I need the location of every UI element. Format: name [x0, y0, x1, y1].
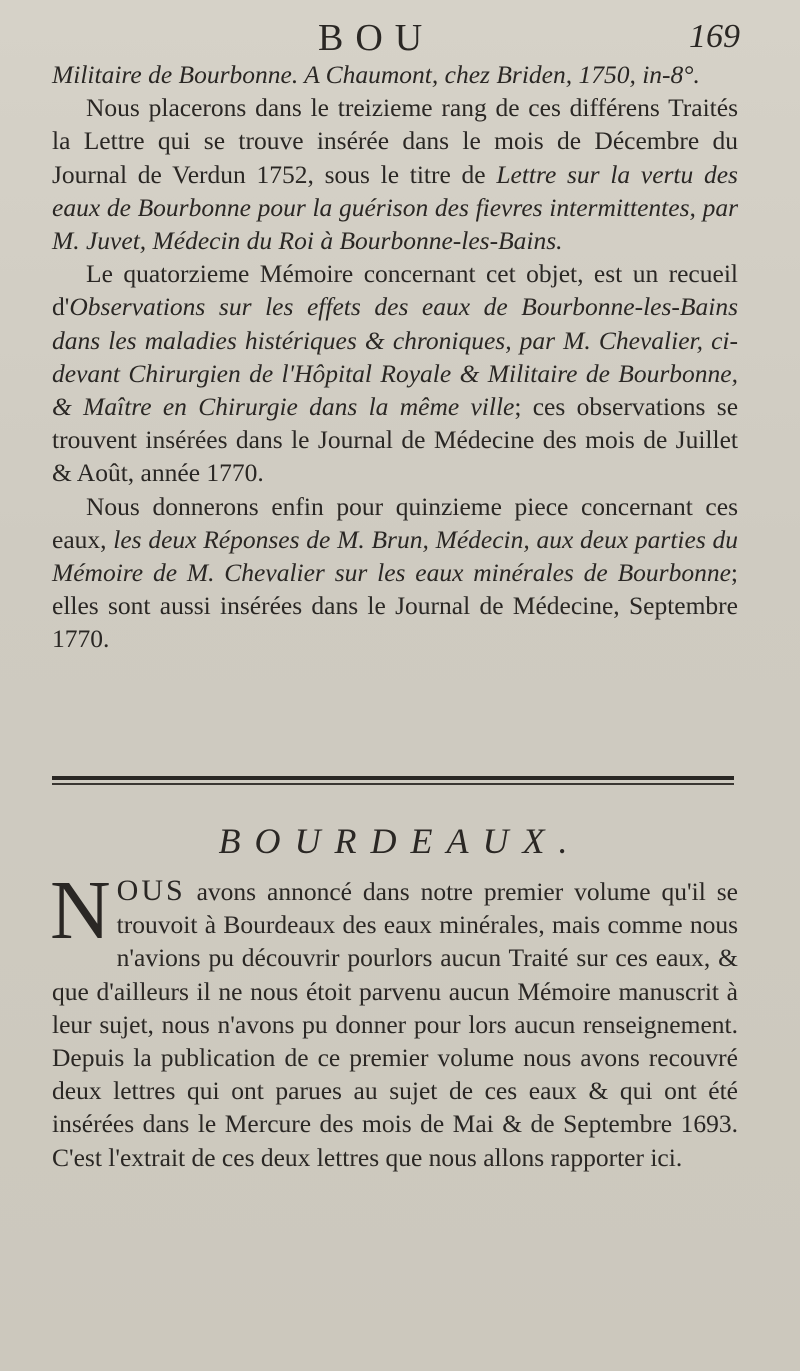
paragraph-3-roman: Le quatorzieme Mémoire concernant cet objet, est un recueil d' [52, 259, 738, 322]
paragraph-1-text: Militaire de Bourbonne. A Chaumont, chez Briden, 1750, in-8°. [52, 60, 700, 89]
paragraph-3-roman-end: ; ces observations se trouvent insérées dans le Journal de Médecine des mois de Juillet & Août, année 1770. [52, 392, 739, 488]
section-title: BOURDEAUX. [218, 821, 582, 861]
paragraph-2-italic: Lettre sur la vertu des eaux de Bourbonne pour la guérison des fievres intermittentes, par M. Juvet, Médecin du Roi à Bourbonne-les-Bains. [52, 159, 738, 256]
paragraph-quatorzieme [52, 257, 738, 489]
section-two-text [50, 864, 738, 1174]
paragraph-bourdeaux-body: avons annoncé dans notre premier volume qu'il se trouvoit à Bourdeaux des eaux minérales, mais comme nous n'avions pu découvrir pourlors aucun Traité sur ces eaux, & que d'ailleurs il ne nous étoit parvenu aucun Mémoire manuscrit à leur sujet, nous n'avons pu donner pour lors aucun renseignement. Depuis la publication de ce premier volume nous avons recouvré deux lettres qui ont parues au sujet de ces eaux & qui ont été insérées dans le Mercure des mois de Mai & de Septembre 1693. C'est l'extrait de ces deux lettres que nous allons rapporter ici. [52, 877, 738, 1172]
paragraph-3-italic: Observations sur les effets des eaux de Bourbonne-les-Bains dans les maladies histériques & chroniques, par M. Chevalier, ci-devant Chirurgien de l'Hôpital Royale & Militaire de Bourbonne, & Maître en Chirurgie dans la même ville [52, 292, 738, 422]
paragraph-4-roman-end: ; elles sont aussi insérées dans le Journal de Médecine, Septembre 1770. [52, 558, 738, 654]
opening-smallcaps: OUS [116, 874, 186, 907]
paragraph-bourdeaux [50, 864, 738, 1174]
paragraph-continuation [52, 58, 738, 91]
divider-thick-line [52, 776, 734, 780]
section-one-text [52, 58, 738, 656]
paragraph-4-italic: les deux Réponses de M. Brun, Médecin, aux deux parties du Mémoire de M. Chevalier sur les eaux minérales de Bourbonne [52, 524, 739, 588]
drop-cap: N [50, 864, 111, 957]
paragraph-4-roman: Nous donnerons enfin pour quinzieme piece concernant ces eaux, [52, 491, 738, 554]
paragraph-treizieme [52, 91, 738, 257]
paragraph-2-roman: Nous placerons dans le treizieme rang de ces différens Traités la Lettre qui se trouve insérée dans le mois de Décembre du Journal de Verdun 1752, sous le titre de [52, 93, 738, 189]
running-head: BOU [318, 17, 435, 59]
paragraph-quinzieme [52, 490, 738, 656]
page-header [0, 10, 800, 60]
divider-thin-line [52, 783, 734, 785]
page-number: 169 [689, 18, 740, 55]
section-divider-rule [52, 776, 734, 786]
